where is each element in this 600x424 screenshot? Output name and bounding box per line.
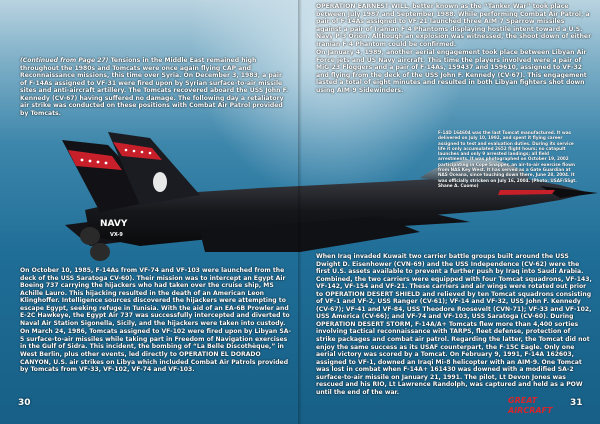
tail-code-text: VX-9: [110, 232, 123, 238]
achille-lauro-paragraph: On October 10, 1985, F-14As from VF-74 and VF-103 were launched from the deck of the USS Saratoga CV-60). Their mission was to intercept an Egypt Air Boeing 737 carrying the hijackers who had taken over the cruise ship, MS Achille Lauro. This hijacking resulted in the death of an American Leon Klinghoffer. Intelligence sources discovered the hijackers were attempting to escape Egypt, seeking refuge in Tunisia. With the aid of an EA-6B Prowler and E-2C Hawkeye, the Egypt Air 737 was successfully intercepted and diverted to Naval Air Station Sigonella, Sicily, and the hijackers were taken into custody.: [20, 267, 290, 327]
page-number-right: 31: [570, 398, 583, 408]
continued-note: (Continued from Page 27): [20, 57, 109, 64]
page-gutter: [298, 0, 302, 424]
left-top-article-text: [20, 57, 290, 118]
gulf-of-sidra-paragraph: On March 24, 1986, Tomcats assigned to VF-102 were fired upon by Libyan SA-5 surface-to-air missiles while taking part in Freedom of Navigation exercises in the Gulf of Sidra. This incident, the bombing of “La Belle Discothèque,” in West Berlin, plus other events, led directly to OPERATION EL DORADO CANYON, U.S. air strikes on Libya which included Combat Air Patrols provided by Tomcats from VF-33, VF-102, VF-74 and VF-103.: [20, 328, 292, 374]
desert-storm-paragraph: When Iraq invaded Kuwait two carrier battle groups built around the USS Dwight D. Eisenhower (CVN-69) and the USS Independence (CV-62) were the first U.S. assets available to prevent a further push by Iraq into Saudi Arabia. Combined, the two carriers were equipped with four Tomcat squadrons, VF-143, VF-142, VF-154 and VF-21. These carriers and air wings were rotated out prior to OPERATION DESERT SHIELD and relieved by ten Tomcat squadrons consisting of VF-1 and VF-2, USS Ranger (CV-61); VF-14 and VF-32, USS John F. Kennedy (CV-67); VF-41 and VF-84, USS Theodore Roosevelt (CVN-71); VF-33 and VF-102, USS America (CV-66); and VF-74 and VF-103, USS Saratoga (CV-60). During OPERATION DESERT STORM, F-14A/A+ Tomcats flew more than 4,400 sorties involving tactical reconnaissance with TARPS, fleet defense, protection of strike packages and combat air patrol. Regarding the latter, the Tomcat did not enjoy the same success as its USAF counterpart, the F-15C Eagle. Only one aerial victory was scored by a Tomcat. On February 9, 1991, F-14A 162603, assigned to VF-1, downed an Iraqi Mi-8 helicopter with an AIM-9. One Tomcat was lost in combat when F-14A+ 161430 was downed with a modified SA-2 surface-to-air missile on January 21, 1991. The pilot, Lt Devon Jones was rescued and his RIO, Lt Lawrence Randolph, was captured and held as a POW until the end of the war.: [316, 253, 592, 396]
left-bottom-article-text: [20, 267, 292, 375]
left-top-paragraph: Tensions in the Middle East remained high throughout the 1980s and Tomcats were once again flying CAP and Reconnaissance missions, this time over Syria. On December 3, 1983, a pair of F-14As assigned to VF-31 were fired upon by Syrian surface-to-air missile sites and anti-aircraft artillery. The Tomcats recovered aboard the USS John F. Kennedy (CV-67) having suffered no damage. The following day a retaliatory air strike was conducted on these positions with Combat Air Patrol provided by Tomcats.: [20, 57, 289, 117]
logo-line1: GREAT: [508, 396, 538, 405]
right-bottom-article-text: [316, 253, 592, 397]
operation-earnest-will-paragraph: OPERATION EARNEST WILL, better known as the “Tanker War” took place between July 1987 and September 1988. While performing Combat Air Patrol, a pair of F-14As assigned to VF-21 launched three AIM-7 Sparrow missiles against a pair of Iranian F-4 Phantoms displaying hostile intent toward a U.S. Navy P-3 Orion. Although an explosion was witnessed, the shoot-down of either Iranian F-4 Phantom could be confirmed.: [316, 3, 592, 48]
libya-engagement-paragraph: On January 4, 1989, another aerial engagement took place between Libyan Air Force jets and US Navy aircraft. This time the players involved were a pair of MiG-23 Floggers and a pair of F-14As, 159437 and 159610, assigned to VF-32 and flying from the deck of the USS John F. Kennedy (CV-67). This engagement lasted a total of eight minutes and resulted in both Libyan fighters shot down using AIM-9 Sidewinders.: [316, 49, 587, 95]
tail-navy-text: NAVY: [100, 219, 128, 229]
right-top-article-text: [316, 3, 592, 96]
logo-line2: AIRCRAFT: [508, 406, 553, 415]
page-number-left: 30: [18, 398, 31, 408]
photo-caption: F-14D 164604 was the last Tomcat manufactured. It was delivered on July 10, 1992, and spent it flying career assigned to test and evaluation duties. During its service life it only accumulated 2652 flight hours; no catapult launches and only 9 arrested landings; all field arrestments. It was photographed on October 19, 2002 participating in Cope Snapper, an air-to-air exercise flown from NAS Key West. It has served as a Gate Guardian at NAS Oceana, since touching down there, June 28, 2004. It was officially stricken on July 16, 2004. (Photo: USAF/SSgt. Shane A. Cuomo): [438, 130, 577, 188]
great-aircraft-logo: [506, 394, 558, 416]
